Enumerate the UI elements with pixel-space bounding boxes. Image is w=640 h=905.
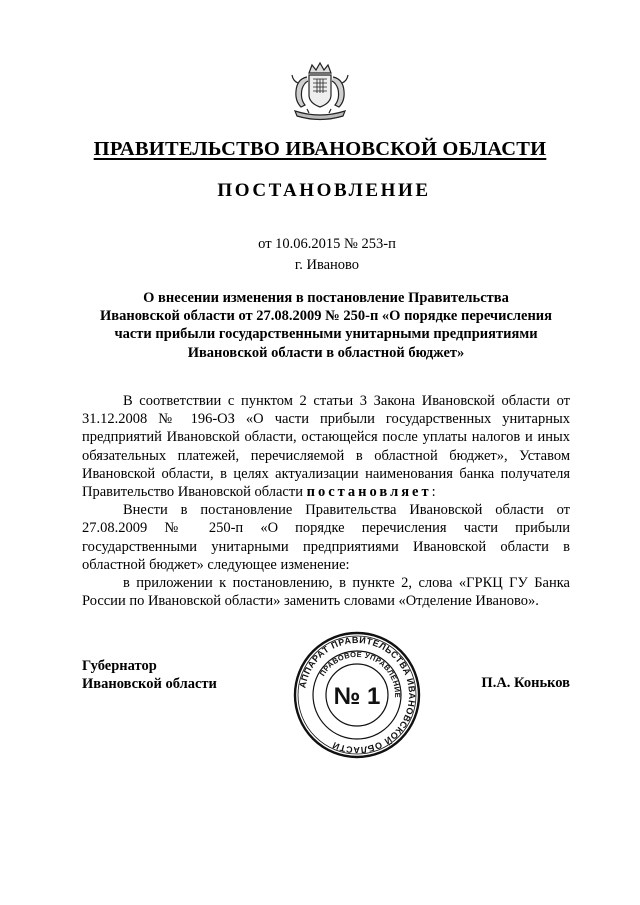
paragraph-amendment: Внести в постановление Правительства Ивановской области от 27.08.2009 № 250-п «О порядке перечисления части прибыли государственными унитарными предприятиями Ивановской области в областной бюджет» следующее изменение: xyxy=(82,502,570,573)
stamp-number: № 1 xyxy=(333,683,381,710)
document-body xyxy=(82,392,570,610)
preamble-end: : xyxy=(431,484,436,501)
title-line: Ивановской области от 27.08.2009 № 250-п «О порядке перечисления xyxy=(99,308,552,325)
date-number: от 10.06.2015 № 253-п xyxy=(258,236,396,252)
paragraph-change: в приложении к постановлению, в пункте 2, слова «ГРКЦ ГУ Банка России по Ивановской области» заменить словами «Отделение Иваново». xyxy=(82,575,570,610)
title-line: О внесении изменения в постановление Правительства xyxy=(143,290,509,306)
government-name: ПРАВИТЕЛЬСТВО ИВАНОВСКОЙ ОБЛАСТИ xyxy=(93,138,547,160)
paragraph-preamble xyxy=(82,392,570,501)
signatory-title-line: Ивановской области xyxy=(82,676,217,693)
coat-of-arms-icon xyxy=(287,61,353,121)
stamp-inner-text: ПРАВОВОЕ УПРАВЛЕНИЕ xyxy=(317,649,403,699)
preamble-text: В соответствии с пунктом 2 статьи 3 Закона Ивановской области от 31.12.2008 № 196-ОЗ «О части прибыли государственных унитарных предприятий Ивановской области, остающейся после уплаты налогов и иных обязательных платежей, перечисляемой в областной бюджет», Уставом Ивановской области, в целях актуализации наименования банка получателя Правительство Ивановской области xyxy=(82,393,570,501)
signatory-title-line: Губернатор xyxy=(82,658,157,674)
title-line: части прибыли государственными унитарными предприятиями xyxy=(114,326,538,343)
official-stamp xyxy=(292,630,422,760)
document-type: ПОСТАНОВЛЕНИЕ xyxy=(217,180,431,201)
signatory-name: П.А. Коньков xyxy=(481,675,570,691)
stamp-ring-text: АППАРАТ ПРАВИТЕЛЬСТВА ИВАНОВСКОЙ ОБЛАСТИ xyxy=(297,634,418,756)
city: г. Иваново xyxy=(294,257,360,273)
document-title xyxy=(80,289,572,362)
decree-keyword: постановляет xyxy=(306,484,432,501)
title-line: Ивановской области в областной бюджет» xyxy=(187,344,465,361)
signatory-title xyxy=(82,657,217,693)
